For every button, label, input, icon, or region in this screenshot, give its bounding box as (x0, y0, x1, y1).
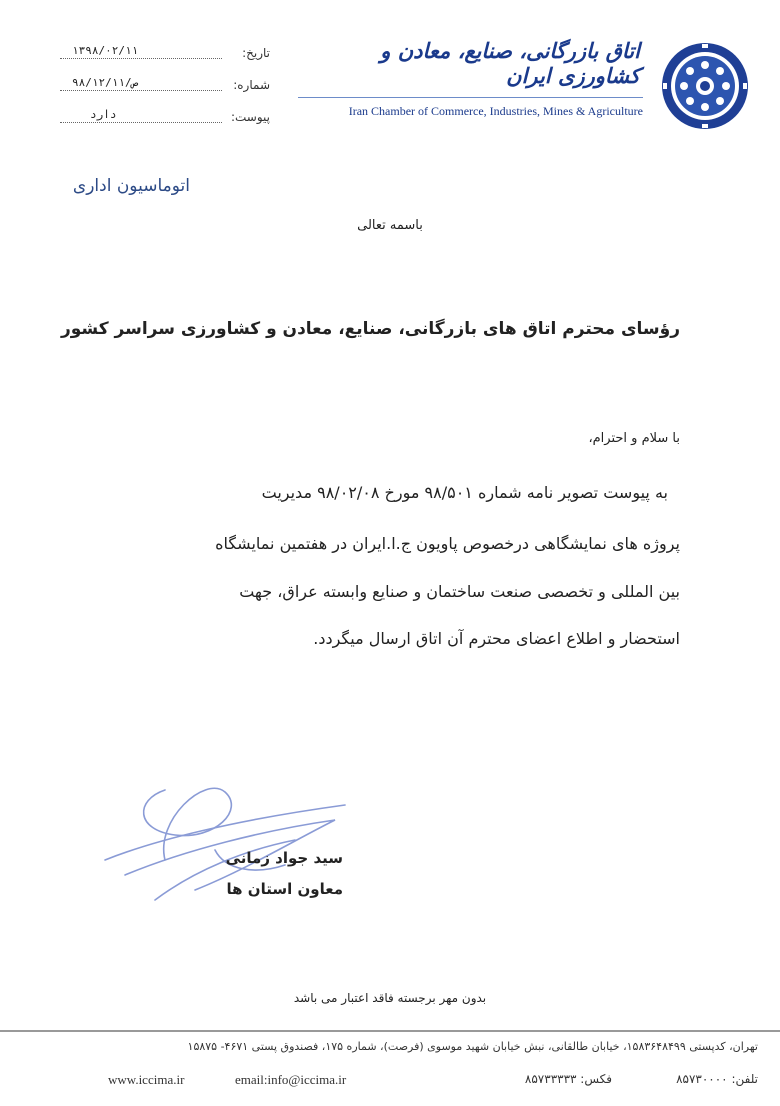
date-dotted-line (60, 58, 222, 59)
number-dotted-line (60, 90, 222, 91)
number-label: شماره: (233, 78, 270, 92)
footer-divider (0, 1030, 780, 1032)
attachment-label: پیوست: (230, 110, 270, 124)
org-divider (298, 97, 643, 98)
attachment-row (60, 110, 270, 130)
greeting: با سلام و احترام، (588, 431, 680, 446)
number-value: ۹۸/۱۲/۱۱/ص (72, 76, 139, 89)
body-line: استحضار و اطلاع اعضای محترم آن اتاق ارسال میگردد. (313, 629, 680, 648)
attachment-dotted-line (60, 122, 222, 123)
body-line: بین المللی و تخصصی صنعت ساختمان و صنایع وابسته عراق، جهت (239, 582, 680, 601)
body-line: به پیوست تصویر نامه شماره ۹۸/۵۰۱ مورخ ۹۸/۰۲/۰۸ مدیریت (261, 483, 668, 502)
org-name-fa: اتاق بازرگانی، صنایع، معادن و کشاورزی ایران (380, 38, 640, 88)
department-label: اتوماسیون اداری (72, 176, 190, 196)
date-row (60, 46, 270, 66)
body-line: پروژه های نمایشگاهی درخصوص پاویون ج.ا.ایران در هفتمین نمایشگاه (215, 534, 680, 553)
date-label: تاریخ: (242, 46, 270, 60)
attachment-value: دارد (90, 108, 117, 121)
footer-fax: فکس: ۸۵۷۳۳۳۳۳ (524, 1072, 612, 1086)
no-seal-note: بدون مهر برجسته فاقد اعتبار می باشد (293, 991, 487, 1005)
footer-phone: تلفن: ۸۵۷۳۰۰۰۰ (676, 1072, 758, 1086)
chamber-emblem-icon (660, 40, 750, 132)
footer-address: تهران، کدپستی ۱۵۸۳۶۴۸۴۹۹، خیابان طالقانی، نبش خیابان شهید موسوی (فرصت)، شماره ۱۷۵، فصندوق پستی ۴۶۷۱- ۱۵۸۷۵ (187, 1040, 758, 1053)
footer-email-link[interactable]: email:info@iccima.ir (235, 1072, 347, 1087)
date-value: ۱۳۹۸/۰۲/۱۱ (72, 44, 139, 57)
signatory-name: سید جواد زمانی (225, 849, 343, 867)
number-row (60, 78, 270, 98)
org-name-en: Iran Chamber of Commerce, Industries, Mines & Agriculture (348, 104, 643, 118)
footer-website-link[interactable]: www.iccima.ir (108, 1072, 185, 1087)
signatory-title: معاون استان ها (226, 880, 343, 898)
invocation: باسمه تعالی (357, 218, 423, 233)
addressee: رؤسای محترم اتاق های بازرگانی، صنایع، معادن و کشاورزی سراسر کشور (60, 319, 680, 339)
